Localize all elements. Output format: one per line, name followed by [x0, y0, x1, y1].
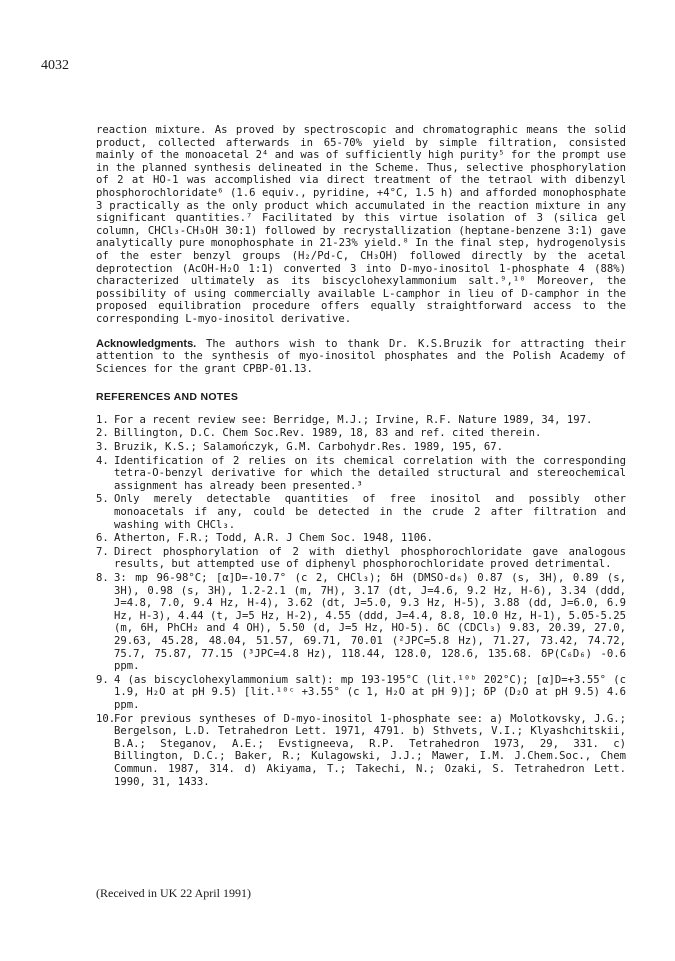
- received-date: (Received in UK 22 April 1991): [96, 886, 251, 900]
- reference-item: [96, 455, 626, 493]
- reference-number: 2.: [96, 427, 109, 440]
- reference-number: 6.: [96, 532, 109, 545]
- reference-text: Direct phosphorylation of 2 with diethyl phosphorochloridate gave analogous results, but attempted use of diphenyl phosphorochloridate proved detrimental.: [114, 545, 626, 571]
- reference-number: 1.: [96, 413, 109, 426]
- reference-number: 8.: [96, 572, 109, 584]
- reference-item: [96, 713, 626, 789]
- references-list: [96, 414, 626, 788]
- reference-text: For a recent review see: Berridge, M.J.; Irvine, R.F. Nature 1989, 34, 197.: [114, 413, 593, 426]
- reference-text: For previous syntheses of D-myo-inositol 1-phosphate see: a) Molotkovsky, J.G.; Bergelson, L.D. Tetrahedron Lett. 1971, 4791. b) Sthvets, V.I.; Klyashchitskii, B.A.; Steganov, A.E.; Evstigneeva, R.P. Tetrahedron 1973, 29, 331. c) Billington, D.C.; Baker, R.; Kulagowski, J.J.; Mawer, I.M. J.Chem.Soc., Chem Commun. 1987, 314. d) Akiyama, T.; Takechi, N.; Ozaki, S. Tetrahedron Lett. 1990, 31, 1433.: [114, 712, 626, 788]
- page-number: 4032: [41, 58, 69, 73]
- reference-text: Billington, D.C. Chem Soc.Rev. 1989, 18, 83 and ref. cited therein.: [114, 427, 542, 440]
- reference-text: Atherton, F.R.; Todd, A.R. J Chem Soc. 1948, 1106.: [114, 532, 433, 545]
- reference-item: [96, 532, 626, 545]
- reference-item: [96, 493, 626, 531]
- references-heading: REFERENCES AND NOTES: [96, 391, 239, 404]
- reference-item: [96, 572, 626, 673]
- reference-number: 3.: [96, 441, 109, 454]
- reference-text: 4 (as biscyclohexylammonium salt): mp 193-195°C (lit.¹⁰ᵇ 202°C); [α]D=+3.55° (c 1.9, H₂O at pH 9.5) [lit.¹⁰ᶜ +3.55° (c 1, H₂O at pH 9)]; δP (D₂O at pH 9.5) 4.6 ppm.: [114, 673, 626, 711]
- acknowledgments-text: The authors wish to thank Dr. K.S.Bruzik for attracting their attention to the synthesis of myo-inositol phosphates and the Polish Academy of Sciences for the grant CPBP-01.13.: [96, 337, 626, 375]
- reference-number: 10.: [96, 712, 116, 725]
- reference-number: 9.: [96, 673, 109, 686]
- reference-number: 4.: [96, 454, 109, 467]
- reference-text: Only merely detectable quantities of free inositol and possibly other monoacetals if any, could be detected in the crude 2 after filtration and washing with CHCl₃.: [114, 493, 626, 531]
- reference-item: [96, 441, 626, 454]
- reference-item: [96, 414, 626, 427]
- reference-item: [96, 427, 626, 440]
- reference-item: [96, 674, 626, 712]
- reference-item: [96, 546, 626, 571]
- reference-text: 3: mp 96-98°C; [α]D=-10.7° (c 2, CHCl₃); δH (DMSO-d₆) 0.87 (s, 3H), 0.89 (s, 3H), 0.98 (s, 3H), 1.2-2.1 (m, 7H), 3.17 (dt, J=4.6, 9.2 Hz, H-6), 3.34 (ddd, J=4.8, 7.0, 9.4 Hz, H-4), 3.62 (dt, J=5.0, 9.3 Hz, H-5), 3.88 (dd, J=6.0, 6.9 Hz, H-3), 4.44 (t, J=5 Hz, H-2), 4.55 (ddd, J=4.4, 8.8, 10.0 Hz, H-1), 5.05-5.25 (m, 6H, PhCH₂ and 4 OH), 5.50 (d, J=5 Hz, HO-5). δC (CDCl₃) 9.83, 20.39, 27.0, 29.63, 45.28, 48.04, 51.57, 69.71, 70.01 (²JPC=5.8 Hz), 71.27, 73.42, 74.72, 75.7, 75.87, 77.15 (³JPC=4.8 Hz), 118.44, 128.0, 128.6, 135.68. δP(C₆D₆) -0.6 ppm.: [114, 572, 626, 673]
- acknowledgments: [96, 338, 626, 376]
- reference-text: Bruzik, K.S.; Salamończyk, G.M. Carbohydr.Res. 1989, 195, 67.: [114, 441, 504, 454]
- reference-number: 7.: [96, 545, 109, 558]
- article-body: [96, 124, 626, 788]
- reference-text: Identification of 2 relies on its chemical correlation with the corresponding tetra-O-benzyl derivative for which the detailed structural and stereochemical assignment has already been presented.³: [114, 454, 626, 492]
- acknowledgments-heading: Acknowledgments.: [96, 337, 197, 350]
- body-paragraph: reaction mixture. As proved by spectroscopic and chromatographic means the solid product, collected afterwards in 65-70% yield by simple filtration, consisted mainly of the monoacetal 2⁴ and was of sufficiently high purity⁵ for the prompt use in the planned synthesis delineated in the Scheme. Thus, selective phosphorylation of 2 at HO-1 was accomplished via direct treatment of the tetraol with dibenzyl phosphorochloridate⁶ (1.6 equiv., pyridine, +4°C, 1.5 h) and afforded monophosphate 3 practically as the only product which accumulated in the reaction mixture in any significant quantities.⁷ Facilitated by this virtue isolation of 3 (silica gel column, CHCl₃-CH₃OH 30:1) followed by recrystallization (heptane-benzene 3:1) gave analytically pure monophosphate in 21-23% yield.⁸ In the final step, hydrogenolysis of the ester benzyl groups (H₂/Pd-C, CH₃OH) followed directly by the acetal deprotection (AcOH-H₂O 1:1) converted 3 into D-myo-inositol 1-phosphate 4 (88%) characterized ultimately as its biscyclohexylammonium salt.⁹,¹⁰ Moreover, the possibility of using commercially available L-camphor in lieu of D-camphor in the proposed equilibration procedure offers equally straightforward access to the corresponding L-myo-inositol derivative.: [96, 124, 626, 325]
- reference-number: 5.: [96, 493, 109, 506]
